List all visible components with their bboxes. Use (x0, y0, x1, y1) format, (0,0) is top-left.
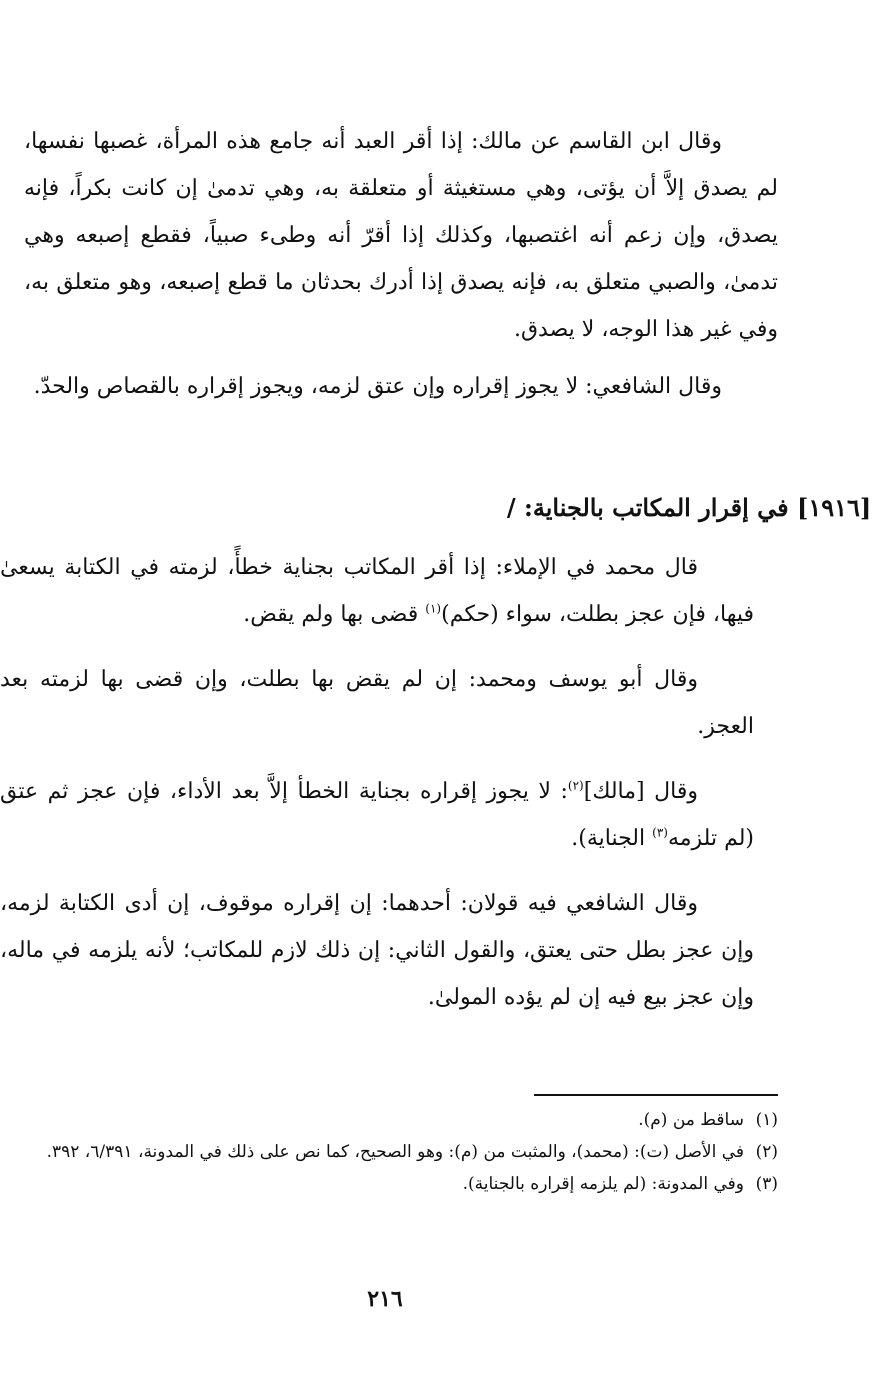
footnote-marker: (٣) (652, 825, 668, 840)
paragraph-text: قضى بها ولم يقض. (243, 602, 426, 627)
paragraph: وقال أبو يوسف ومحمد: إن لم يقض بها بطلت، وإن قضى بها لزمته بعد العجز. (0, 667, 754, 739)
paragraph-text: قال محمد في الإملاء: إذا أقر المكاتب بجناية خطأً، لزمته في الكتابة يسعىٰ فيها، فإن عجز بطلت، سواء (حكم) (0, 555, 754, 627)
paragraph (0, 544, 754, 638)
paragraph: وقال الشافعي فيه قولان: أحدهما: إن إقراره موقوف، إن أدى الكتابة لزمه، وإن عجز بطل حتى يعتق، والقول الثاني: إن ذلك لازم للمكاتب؛ لأنه يلزمه في ماله، وإن عجز بيع فيه إن لم يؤده المولىٰ. (0, 891, 754, 1010)
footnote-marker: (٢) (567, 778, 584, 793)
footnote-text: وفي المدونة: (لم يلزمه إقراره بالجناية). (462, 1174, 744, 1194)
section-1 (24, 118, 778, 410)
footnote-marker: (١) (425, 601, 442, 616)
footnote-number: (٣) (755, 1174, 778, 1194)
footnote-number: (٢) (755, 1142, 778, 1162)
footnotes (24, 1104, 778, 1200)
footnote-number: (١) (755, 1110, 778, 1130)
paragraph (0, 768, 754, 862)
paragraph-text: الجناية). (571, 826, 653, 851)
footnote-divider (534, 1094, 778, 1096)
footnote-text: ساقط من (م). (638, 1110, 744, 1130)
section-2 (0, 544, 754, 1039)
footnote-text: في الأصل (ت): (محمد)، والمثبت من (م): وهو الصحيح، كما نص على ذلك في المدونة، ٦/٣٩١، ٣٩٢. (46, 1142, 744, 1162)
page-number: ٢١٦ (367, 1286, 403, 1312)
paragraph-text: : لا يجوز إقراره بجناية الخطأ إلاَّ بعد الأداء، فإن عجز ثم عتق (لم تلزمه (0, 779, 754, 851)
footnote (24, 1168, 778, 1200)
footnote (24, 1136, 778, 1168)
paragraph-text: وقال [مالك] (583, 779, 699, 804)
footnote (24, 1104, 778, 1136)
section-heading: [١٩١٦] في إقرار المكاتب بالجناية: / (506, 492, 872, 522)
paragraph: وقال الشافعي: لا يجوز إقراره وإن عتق لزمه، ويجوز إقراره بالقصاص والحدّ. (33, 374, 722, 399)
section-heading-row (131, 482, 885, 532)
paragraph: وقال ابن القاسم عن مالك: إذا أقر العبد أنه جامع هذه المرأة، غصبها نفسها، لم يصدق إلاَّ أن يؤتى، وهي مستغيثة أو متعلقة به، وهي تدمىٰ إن كانت بكراً، فإنه يصدق، وإن زعم أنه اغتصبها، وكذلك إذا أقرّ أنه وطىء صبياً، فقطع إصبعه وهي تدمىٰ، والصبي متعلق به، فإنه يصدق إذا أدرك بحدثان ما قطع إصبعه، وهو متعلق به، وفي غير هذا الوجه، لا يصدق. (24, 129, 778, 342)
